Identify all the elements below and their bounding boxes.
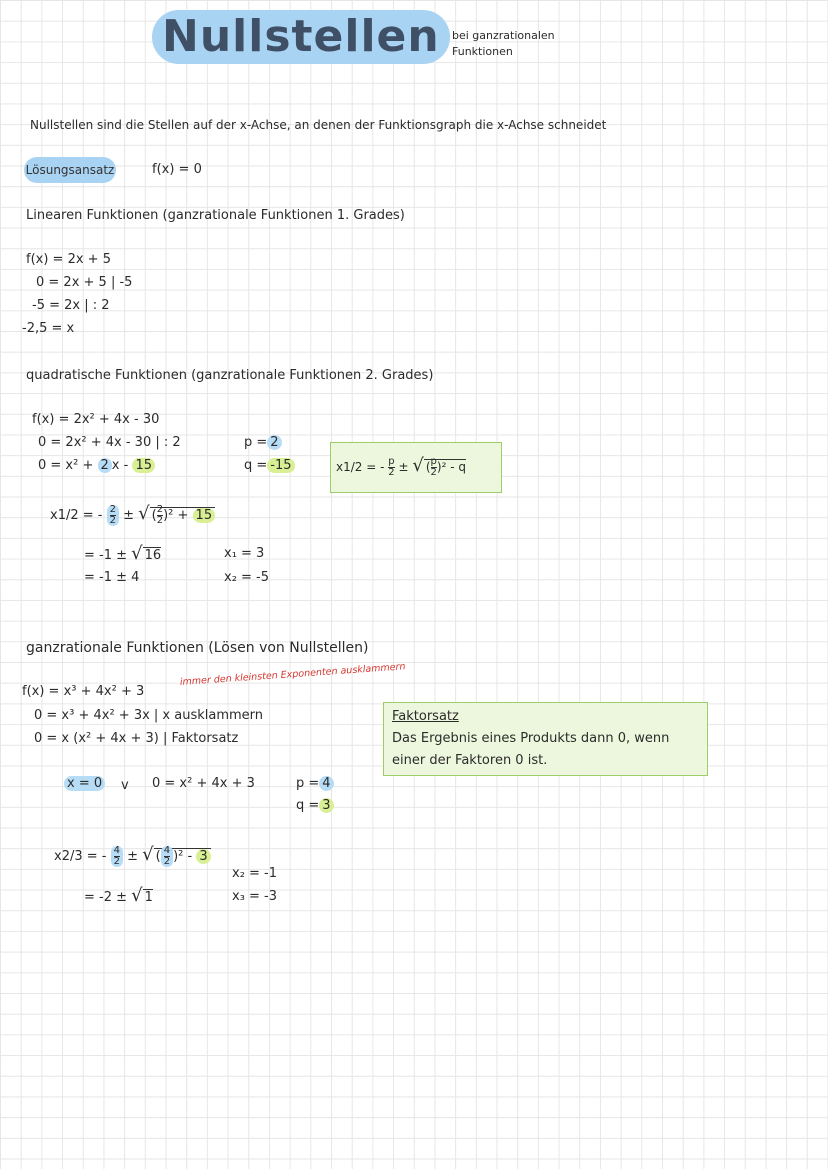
- ansatz-formula: f(x) = 0: [152, 162, 202, 177]
- ganzrational-step-root: 1: [144, 890, 153, 905]
- x1-result: x₁ = 3: [224, 546, 265, 561]
- pq-root-num: p: [430, 456, 437, 467]
- ganzrational-quad: 0 = x² + 4x + 3: [152, 776, 255, 791]
- subtitle-line-1: bei ganzrationalen: [452, 29, 555, 42]
- quadratic-step-1: [84, 543, 162, 564]
- sqrt-icon: √: [138, 503, 150, 524]
- x12-root-den: 2: [156, 515, 164, 526]
- linear-line-3: -5 = 2x | : 2: [32, 298, 110, 313]
- ganzrational-step: [84, 885, 153, 906]
- or-symbol: v: [121, 778, 129, 793]
- x23-num: 4: [113, 845, 120, 856]
- pq-frac-num: p: [388, 456, 395, 467]
- x12-root-num: 2: [156, 504, 164, 515]
- x23-root-den: 2: [163, 856, 171, 867]
- x12-root-frac: [157, 505, 163, 526]
- pq-fraction: [388, 457, 394, 478]
- pq-lhs: x1/2 = -: [336, 460, 385, 474]
- ganzrational-heading: ganzrationale Funktionen (Lösen von Nullstellen): [26, 640, 369, 656]
- ganzrational-q-value: 3: [319, 798, 333, 813]
- x12-fraction: [107, 505, 119, 526]
- pq-root-den: 2: [430, 467, 437, 478]
- quadratic-line-2: 0 = 2x² + 4x - 30 | : 2: [38, 435, 181, 450]
- ganzrational-note: immer den kleinsten Exponenten ausklammern: [179, 661, 406, 688]
- x23-root-frac: [161, 846, 173, 867]
- quadratic-heading: quadratische Funktionen (ganzrationale Funktionen 2. Grades): [26, 368, 434, 383]
- x3-ganzrational: x₃ = -3: [232, 889, 278, 904]
- linear-line-1: f(x) = 2x + 5: [26, 252, 111, 267]
- x12-label: x1/2 =: [50, 508, 94, 523]
- quadratic-q-term: 15: [132, 458, 155, 473]
- ganzrational-q-label: q =: [296, 798, 320, 813]
- faktorsatz-title: Faktorsatz: [392, 709, 459, 724]
- ansatz-badge: Lösungsansatz: [24, 157, 116, 183]
- sqrt-icon: √: [131, 543, 143, 564]
- linear-heading: Linearen Funktionen (ganzrationale Funktionen 1. Grades): [26, 208, 405, 223]
- ganzrational-line-1: f(x) = x³ + 4x² + 3: [22, 684, 145, 699]
- pq-frac-den: 2: [388, 467, 395, 478]
- quadratic-p-term: 2: [98, 458, 112, 473]
- step-1-text: = -1 ±: [84, 548, 128, 563]
- x-zero: [64, 776, 105, 792]
- q-label: q =: [244, 458, 268, 473]
- ganzrational-step-text: = -2 ±: [84, 890, 128, 905]
- pq-root-q: q: [458, 460, 466, 474]
- subtitle-line-2: Funktionen: [452, 45, 513, 58]
- faktorsatz-text-2: einer der Faktoren 0 ist.: [392, 753, 548, 768]
- ganzrational-q: [296, 798, 334, 814]
- quadratic-line-3-b: x -: [111, 458, 129, 473]
- p-label: p =: [244, 435, 268, 450]
- sqrt-icon: √: [412, 455, 424, 476]
- x23-root: ( $\frac{4}{2}$ )² - 3: [154, 848, 211, 864]
- x23-formula: x2/3 = - $\frac{4}{2}$ ± √ ( $\frac{4}{2}$ )² - 3: [54, 846, 211, 867]
- quadratic-line-3-a: 0 = x² +: [38, 458, 94, 473]
- x23-root-num: 4: [163, 845, 171, 856]
- x12-den: 2: [109, 515, 116, 526]
- quadratic-line-3: [38, 458, 155, 474]
- quadratic-line-1: f(x) = 2x² + 4x - 30: [32, 412, 160, 427]
- page-title: Nullstellen: [152, 10, 450, 64]
- x12-root-q: 15: [193, 508, 216, 523]
- q-value: -15: [267, 458, 294, 473]
- x23-fraction: [111, 846, 123, 867]
- x23-label: x2/3 = -: [54, 849, 107, 864]
- pq-pm: ±: [398, 460, 409, 474]
- q-assignment: [244, 458, 295, 474]
- linear-line-4: -2,5 = x: [22, 321, 75, 336]
- x23-den: 2: [113, 856, 120, 867]
- pq-root: ( $\frac{p}{2}$ )² - q: [425, 456, 466, 478]
- pq-formula: [336, 457, 466, 478]
- step-1-root: 16: [144, 548, 162, 563]
- x12-formula: x1/2 = - $\frac{2}{2}$ ± √ ( $\frac{2}{2}$ )² + 15: [50, 505, 215, 526]
- definition-text: Nullstellen sind die Stellen auf der x-Achse, an denen der Funktionsgraph die x-Achse schneidet: [30, 118, 607, 132]
- faktorsatz-text-1: Das Ergebnis eines Produkts dann 0, wenn: [392, 731, 670, 746]
- ganzrational-line-2: 0 = x³ + 4x² + 3x | x ausklammern: [34, 708, 264, 723]
- linear-line-2: 0 = 2x + 5 | -5: [36, 275, 133, 290]
- x2-ganzrational: x₂ = -1: [232, 866, 278, 881]
- ganzrational-p: [296, 776, 334, 792]
- ganzrational-p-label: p =: [296, 776, 320, 791]
- x2-result: x₂ = -5: [224, 570, 270, 585]
- ganzrational-p-value: 4: [319, 776, 333, 791]
- sqrt-icon: √: [142, 844, 154, 865]
- x-zero-value: x = 0: [64, 776, 105, 791]
- ganzrational-line-3: 0 = x (x² + 4x + 3) | Faktorsatz: [34, 731, 239, 746]
- x23-root-q: 3: [196, 849, 210, 864]
- x12-root: ( $\frac{2}{2}$ )² + 15: [150, 507, 215, 523]
- sqrt-icon: √: [131, 885, 143, 906]
- x12-num: 2: [109, 504, 116, 515]
- p-value: 2: [267, 435, 281, 450]
- p-assignment: [244, 435, 282, 451]
- quadratic-step-2: = -1 ± 4: [84, 570, 140, 585]
- pq-root-frac: [431, 457, 437, 478]
